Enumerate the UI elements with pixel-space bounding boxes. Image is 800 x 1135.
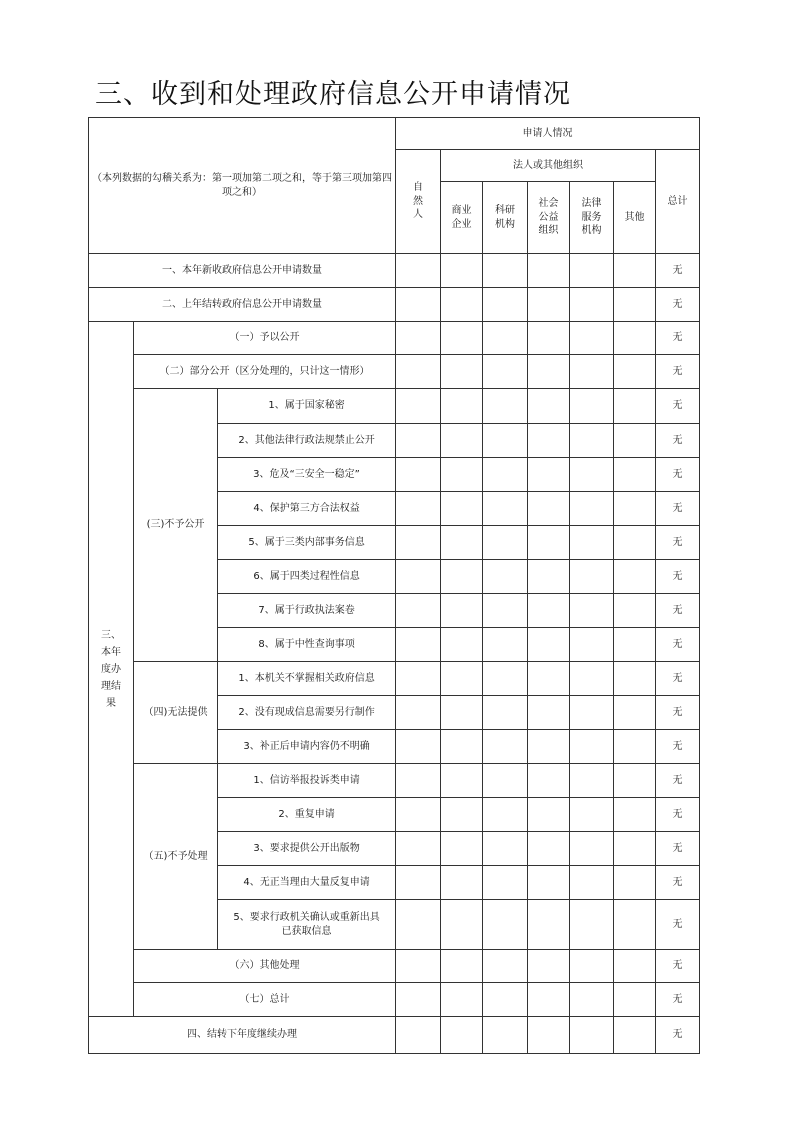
total-value: 无 xyxy=(656,355,700,389)
total-value: 无 xyxy=(656,628,700,662)
applicant-header: 申请人情况 xyxy=(396,118,700,150)
table-note: （本列数据的勾稽关系为：第一项加第二项之和，等于第三项加第四项之和） xyxy=(89,118,396,254)
social-header: 社会公益组织 xyxy=(528,182,570,254)
total-value: 无 xyxy=(656,492,700,526)
total-value: 无 xyxy=(656,526,700,560)
total-value: 无 xyxy=(656,594,700,628)
row-unable-item: 2、没有现成信息需要另行制作 xyxy=(218,696,396,730)
row-disclose: （一）予以公开 xyxy=(134,322,396,355)
row-partial: （二）部分公开（区分处理的，只计这一情形） xyxy=(134,355,396,389)
total-value: 无 xyxy=(656,696,700,730)
not-process-label: （五)不予处理 xyxy=(134,764,218,950)
row-new-requests: 一、本年新收政府信息公开申请数量 xyxy=(89,254,396,288)
total-value: 无 xyxy=(656,560,700,594)
row-np-item: 1、信访举报投诉类申请 xyxy=(218,764,396,798)
total-value: 无 xyxy=(656,288,700,322)
page-title: 三、收到和处理政府信息公开申请情况 xyxy=(95,79,571,110)
total-value: 无 xyxy=(656,424,700,458)
row-carry-forward: 四、结转下年度继续办理 xyxy=(89,1017,396,1054)
row-nd-item: 8、属于中性查询事项 xyxy=(218,628,396,662)
row-nd-item: 4、保护第三方合法权益 xyxy=(218,492,396,526)
row-nd-item: 7、属于行政执法案卷 xyxy=(218,594,396,628)
commercial-header: 商业企业 xyxy=(441,182,483,254)
result-group-label: 三、本年度办理结果 xyxy=(89,322,134,1017)
total-value: 无 xyxy=(656,764,700,798)
total-value: 无 xyxy=(656,798,700,832)
row-nd-item: 6、属于四类过程性信息 xyxy=(218,560,396,594)
total-value: 无 xyxy=(656,458,700,492)
total-value: 无 xyxy=(656,832,700,866)
row-unable-item: 3、补正后申请内容仍不明确 xyxy=(218,730,396,764)
total-value: 无 xyxy=(656,254,700,288)
total-value: 无 xyxy=(656,322,700,355)
natural-person-header: 自然人 xyxy=(396,150,441,254)
research-header: 科研机构 xyxy=(483,182,528,254)
row-unable-item: 1、本机关不掌握相关政府信息 xyxy=(218,662,396,696)
row-nd-item: 1、属于国家秘密 xyxy=(218,389,396,424)
legal-person-header: 法人或其他组织 xyxy=(441,150,656,182)
total-value: 无 xyxy=(656,389,700,424)
row-nd-item: 3、危及“三安全一稳定” xyxy=(218,458,396,492)
total-value: 无 xyxy=(656,866,700,900)
row-subtotal: （七）总计 xyxy=(134,983,396,1017)
other-header: 其他 xyxy=(614,182,656,254)
total-value: 无 xyxy=(656,900,700,950)
row-np-item: 3、要求提供公开出版物 xyxy=(218,832,396,866)
row-np-item: 5、要求行政机关确认或重新出具已获取信息 xyxy=(218,900,396,950)
row-nd-item: 2、其他法律行政法规禁止公开 xyxy=(218,424,396,458)
row-other-process: （六）其他处理 xyxy=(134,950,396,983)
legal-service-header: 法律服务机构 xyxy=(570,182,614,254)
total-value: 无 xyxy=(656,730,700,764)
total-header: 总计 xyxy=(656,150,700,254)
unable-label: （四)无法提供 xyxy=(134,662,218,764)
row-np-item: 2、重复申请 xyxy=(218,798,396,832)
not-disclose-label: (三)不予公开 xyxy=(134,389,218,662)
info-request-table xyxy=(88,117,700,1054)
row-carried-over: 二、上年结转政府信息公开申请数量 xyxy=(89,288,396,322)
total-value: 无 xyxy=(656,983,700,1017)
total-value: 无 xyxy=(656,950,700,983)
total-value: 无 xyxy=(656,662,700,696)
total-value: 无 xyxy=(656,1017,700,1054)
row-np-item: 4、无正当理由大量反复申请 xyxy=(218,866,396,900)
row-nd-item: 5、属于三类内部事务信息 xyxy=(218,526,396,560)
